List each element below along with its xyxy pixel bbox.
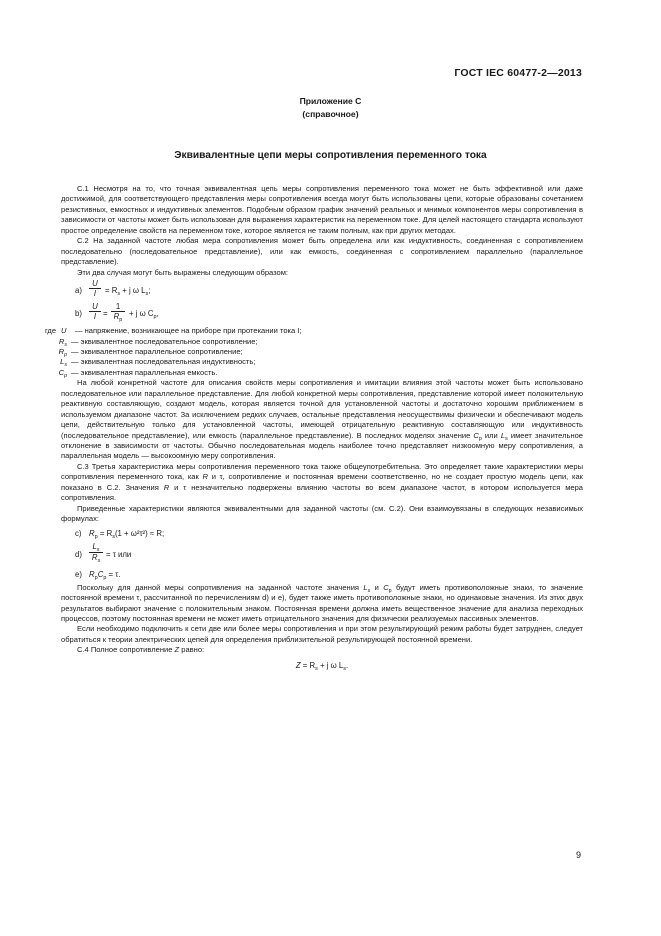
definition-row: $C_p$ — эквивалентная параллельная емкость. bbox=[58, 367, 218, 379]
paragraph-c1: С.1 Несмотря на то, что точная эквивалентная цепь меры сопротивления переменного тока может не быть эффективной или даже достижимой, для соответствующего представления меры сопротивления всегда могут быть использованы цепи, которые образованы сочетанием резистивных, емкостных и индуктивных элементов. Подобным образом график значений реальных и мнимых компонентов меры сопротивления в зависимости от частоты может быть использован для выражения характеристик на переменном токе. Для целей настоящего стандарта используют простое определение свойств на переменном токе, которое является не таким полным, как при других методах. bbox=[61, 184, 583, 235]
definitions-list bbox=[45, 326, 583, 379]
formula-b-fraction: U I bbox=[89, 302, 101, 321]
page-number: 9 bbox=[575, 850, 581, 860]
formula-a-label: а) bbox=[75, 286, 82, 296]
formula-a bbox=[75, 279, 583, 301]
standard-code: ГОСТ IEC 60477-2—2013 bbox=[454, 67, 582, 79]
section-title: Эквивалентные цепи меры сопротивления переменного тока bbox=[174, 150, 487, 161]
formula-c: с) $R_p = R_s(1 + \omega^2\tau^2) \approx R$; bbox=[75, 528, 165, 540]
formula-d: d) $L_s$ $R_s$ = τ или bbox=[75, 541, 132, 564]
paragraph-c3b: Приведенные характеристики являются эквивалентными для заданной частоты (см. С.2). Они взаимоувязаны в следующих независимых формулах: bbox=[61, 503, 583, 524]
formula-b: b) U I = 1 $R_p$ + j ω $C_p$, bbox=[75, 302, 159, 324]
paragraph-c3: С.3 Третья характеристика меры сопротивления переменного тока также общеупотребительна. Это определяет такие характеристики меры сопротивления переменного тока, как R и τ, сопротивление и постоянная времени соответственно, но не создает простую модель цепи, как показано в С.2. Значения R и τ незначительно подвержены влиянию частоты во всем диапазоне частот, в котором используется мера сопротивления. bbox=[61, 461, 583, 503]
paragraph-c3c: Поскольку для данной меры сопротивления на заданной частоте значения $L_s$ и $C_p$ будут иметь противоположные знаки, то значение постоянной времени τ, рассчитанной по перечислениям d) и e), будет также иметь противоположные знаки, но одинаковые значения. Из этих двух результатов выбирают значение с положительным знаком. Постоянная времени должна иметь вещественное значение для анализа переходных процессов, поэтому постоянная времени не может иметь отрицательного значения для физически реализуемых пассивных элементов. bbox=[61, 582, 583, 623]
definition-row: где U — напряжение, возникающее на приборе при протекании тока I; bbox=[45, 326, 302, 336]
paragraph-c2b: Эти два случая могут быть выражены следующим образом: bbox=[77, 267, 288, 277]
definition-row: $R_p$ — эквивалентное параллельное сопротивление; bbox=[58, 346, 243, 358]
paragraph-c2c: На любой конкретной частоте для описания свойств меры сопротивления и имитации влияния этой частоты может быть использовано последовательное или параллельное представление. Для любой конкретной меры сопротивления, представление которой имеет положительную реактивную составляющую, создают модель, которая является точной для установленной частоты и достаточно хорошим приближением в используемом диапазоне частот. За исключением редких случаев, остальные представления неосуществимы физически и обеспечивают модель цепи, действительную только для установленной частоты, имеющей отрицательную реактивную составляющую или индуктивность (последовательное представление), или емкость (параллельное представление). В последних моделях значение $C_p$ или $L_s$ имеет значительное отклонение в зависимости от частоты. Обычно последовательная модель наиболее точно представляет низкоомную меру сопротивления, а параллельная модель — высокоомную меру сопротивления. bbox=[61, 378, 584, 461]
formula-b-fraction2: 1 $R_p$ bbox=[111, 302, 125, 321]
formula-e: е) $R_pC_p = \tau$. bbox=[75, 569, 121, 581]
formula-a-rest: = $R_s + j$ ω $L_s$; bbox=[105, 286, 151, 298]
formula-z: $Z = R_s + j$ ω $L_s$. bbox=[295, 660, 349, 672]
paragraph-c2: С.2 На заданной частоте любая мера сопротивления может быть определена или как индуктивность, соединенная с сопротивлением последовательно (последовательное представление), или как емкость, соединенная с сопротивлением параллельно (параллельное представление). bbox=[61, 236, 583, 267]
paragraph-c3d: Если необходимо подключить к сети две или более меры сопротивления и при этом результирующий режим работы будет затруднен, следует обратиться к теории электрических цепей для определения приблизительной результирующей постоянной времени. bbox=[61, 624, 583, 644]
document-body bbox=[45, 184, 584, 672]
annex-type: (справочное) bbox=[302, 109, 359, 119]
formula-a-fraction bbox=[89, 279, 101, 298]
paragraph-c4: С.4 Полное сопротивление Z равно: bbox=[77, 645, 205, 655]
formula-b-label: b) bbox=[75, 309, 82, 319]
definition-row: $R_s$ — эквивалентное последовательное сопротивление; bbox=[58, 336, 258, 348]
formula-a-denominator: I bbox=[93, 289, 97, 299]
definition-row: $L_s$ — эквивалентная последовательная индуктивность; bbox=[60, 357, 256, 369]
formula-a-numerator: U bbox=[92, 279, 98, 289]
annex-label: Приложение С bbox=[299, 96, 362, 106]
